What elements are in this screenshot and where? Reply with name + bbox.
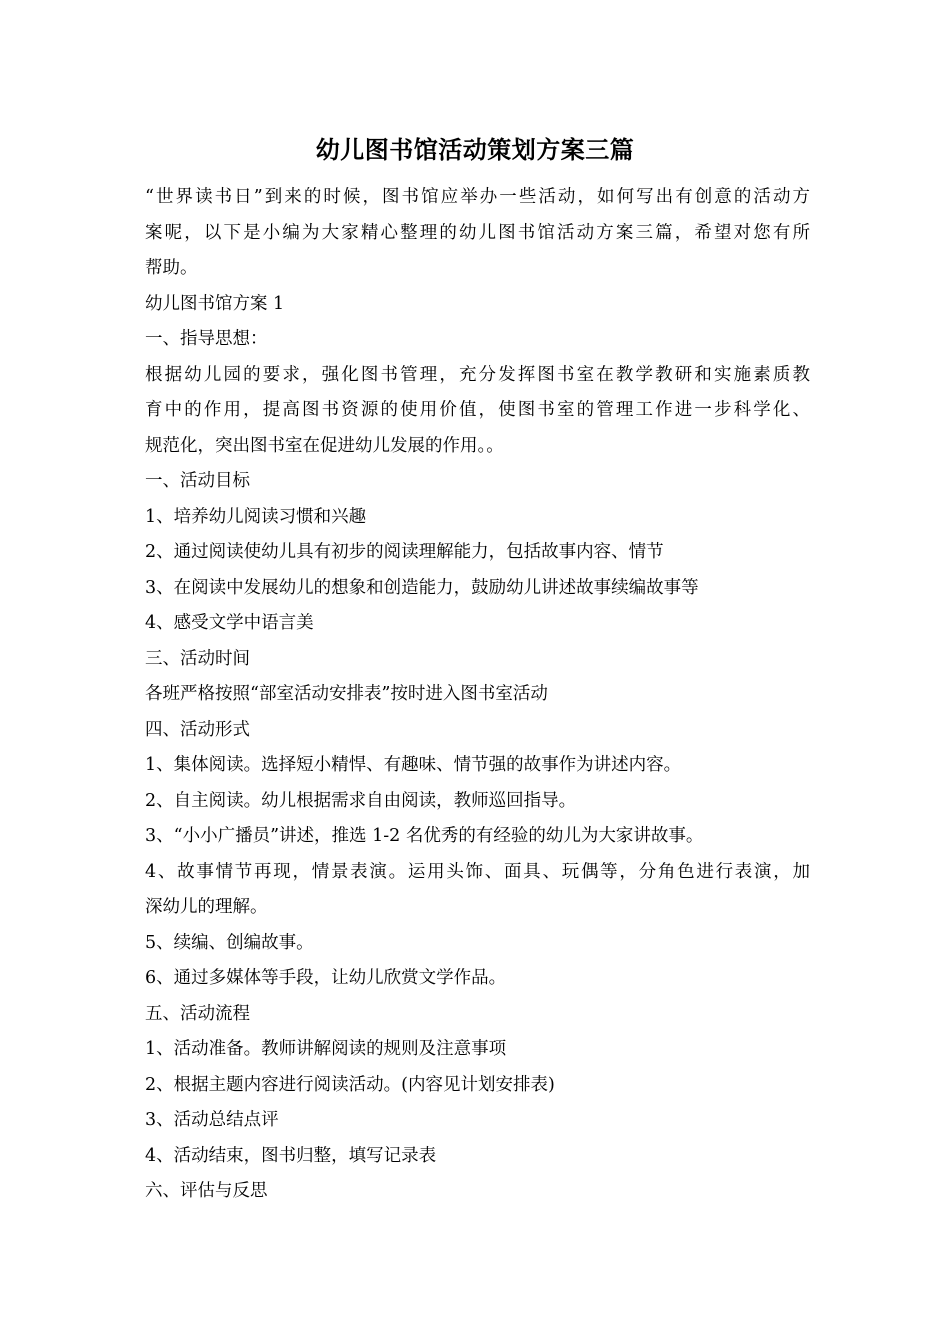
list-item: 4、故事情节再现，情景表演。运用头饰、面具、玩偶等，分角色进行表演，加 [145, 861, 810, 882]
list-item: 3、在阅读中发展幼儿的想象和创造能力，鼓励幼儿讲述故事续编故事等 [145, 577, 699, 598]
list-item: 3、活动总结点评 [145, 1110, 279, 1130]
list-item: 5、续编、创编故事。 [145, 932, 314, 953]
section-heading: 幼儿图书馆方案 1 [145, 293, 285, 314]
section-heading: 六、评估与反思 [145, 1181, 268, 1201]
paragraph-line: 各班严格按照“部室活动安排表”按时进入图书室活动 [145, 684, 548, 704]
section-heading: 一、活动目标 [145, 471, 250, 491]
document-title: 幼儿图书馆活动策划方案三篇 [315, 135, 635, 164]
paragraph-line: 根据幼儿园的要求，强化图书管理，充分发挥图书室在教学教研和实施素质教 [145, 364, 810, 385]
list-item: 6、通过多媒体等手段，让幼儿欣赏文学作品。 [145, 968, 507, 988]
document-body [145, 180, 810, 1210]
section-heading: 五、活动流程 [145, 1003, 250, 1024]
paragraph-line: “世界读书日”到来的时候，图书馆应举办一些活动，如何写出有创意的活动方 [145, 187, 810, 207]
paragraph-line: 育中的作用，提高图书资源的使用价值，使图书室的管理工作进一步科学化、 [145, 400, 810, 420]
list-item: 2、根据主题内容进行阅读活动。(内容见计划安排表) [145, 1074, 555, 1095]
paragraph-line: 案呢，以下是小编为大家精心整理的幼儿图书馆活动方案三篇，希望对您有所 [145, 222, 810, 243]
list-item-continuation: 深幼儿的理解。 [145, 897, 268, 917]
list-item: 4、感受文学中语言美 [145, 613, 314, 633]
list-item: 2、通过阅读使幼儿具有初步的阅读理解能力，包括故事内容、情节 [145, 542, 664, 562]
list-item: 1、活动准备。教师讲解阅读的规则及注意事项 [145, 1039, 507, 1059]
paragraph-line: 帮助。 [145, 258, 198, 278]
list-item: 3、“小小广播员”讲述，推选 1-2 名优秀的有经验的幼儿为大家讲故事。 [145, 826, 704, 846]
list-item: 1、集体阅读。选择短小精悍、有趣味、情节强的故事作为讲述内容。 [145, 755, 682, 775]
paragraph-line: 规范化，突出图书室在促进幼儿发展的作用。。 [145, 435, 504, 456]
list-item: 4、活动结束，图书归整，填写记录表 [145, 1145, 437, 1166]
section-heading: 四、活动形式 [145, 719, 250, 740]
section-heading: 三、活动时间 [145, 648, 250, 669]
section-heading: 一、指导思想： [145, 329, 268, 349]
list-item: 1、培养幼儿阅读习惯和兴趣 [145, 506, 367, 527]
list-item: 2、自主阅读。幼儿根据需求自由阅读，教师巡回指导。 [145, 790, 577, 811]
